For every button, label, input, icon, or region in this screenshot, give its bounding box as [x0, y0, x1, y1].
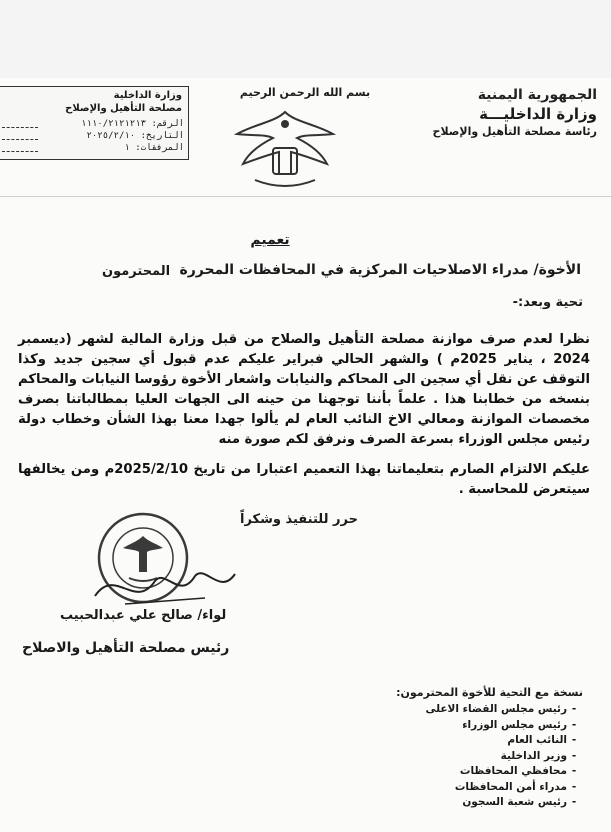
ref-number-row: الرقم: ١١١٠/٢١٢١٢١٣ [81, 119, 184, 129]
ref-box-ministry: وزارة الداخلية [113, 90, 182, 101]
ref-box-authority: مصلحة التأهيل والإصلاح [65, 103, 182, 114]
list-item: -رئيس مجلس الوزراء [462, 718, 577, 731]
signatory-title: رئيس مصلحة التأهيل والاصلاح [22, 640, 230, 656]
top-margin [0, 0, 611, 78]
dotted-line [2, 139, 38, 140]
list-item: -مدراء أمن المحافظات [454, 780, 577, 793]
ministry-name: وزارة الداخليـــة [479, 105, 597, 123]
closing-line: حرر للتنفيذ وشكراً [240, 512, 358, 527]
list-item: -محافظي المحافظات [459, 765, 577, 777]
ref-number-label: الرقم [156, 119, 184, 129]
eagle-emblem-icon [225, 104, 345, 194]
ref-date-row: التاريخ: ٢٠٢٥/٢/١٠ [86, 131, 184, 141]
reference-box [0, 86, 189, 160]
basmala: بسم الله الرحمن الرحيم [239, 86, 371, 99]
dotted-line [2, 151, 38, 152]
ref-date-label: التاريخ [146, 131, 184, 141]
signatory-name: لواء/ صالح علي عبدالحبيب [60, 608, 227, 623]
cc-list [341, 702, 581, 811]
authority-name: رئاسة مصلحة التأهيل والإصلاح [432, 125, 597, 138]
list-item: -وزير الداخلية [500, 749, 577, 762]
document-title: تعميم [250, 232, 290, 248]
ref-date-value: ٢٠٢٥/٢/١٠ [86, 131, 136, 141]
addressee: الأخوة/ مدراء الاصلاحيات المركزية في المحافظات المحررة [179, 262, 581, 278]
ref-attach-label: المرفقات [140, 143, 184, 153]
header-divider [0, 196, 611, 197]
handwritten-signature [85, 556, 245, 616]
ref-number-value: ١١١٠/٢١٢١٢١٣ [81, 119, 147, 129]
cc-heading: نسخة مع التحية للأخوة المحترمون: [396, 686, 583, 699]
list-item: -رئيس مجلس القضاء الاعلى [425, 703, 577, 715]
ministry-header [367, 86, 597, 140]
paragraph-compliance: عليكم الالتزام الصارم بتعليماتنا بهذا التعميم اعتبارا من تاريخ 2025/2/10م ومن يخالفها سيتعرض للمحاسبة . [18, 462, 590, 497]
ref-attach-value: ١ [124, 143, 130, 153]
list-item: -النائب العام [507, 734, 577, 746]
ref-attach-row: المرفقات: ١ [124, 143, 184, 153]
letter-body [18, 330, 590, 510]
dotted-line [2, 127, 38, 128]
list-item: -رئيس شعبة السجون [462, 796, 577, 808]
republic-line: الجمهورية اليمنية [477, 87, 597, 103]
greeting: تحية وبعد:- [512, 295, 583, 310]
paragraph-budget: نظرا لعدم صرف موازنة مصلحة التأهيل والصلاح من قبل وزارة المالية لشهر (ديسمبر 2024 ، يناير 2025م ) والشهر الحالي فبراير عليكم عدم قبول أي سجين جديد وكذا التوقف عن نقل أي سجين الى المحاكم والنيابات واشعار الأخوة رؤوسا النيابات والمحاكم بنسخه من خطابنا هذا . علماً بأننا توجهنا من حينه الى الجهات العليا بمطالباتنا بصرف مخصصات الموازنة ومعالي الاخ النائب العام لم يألوا جهدا معنا بهذا الشأن وخطاب دولة رئيس مجلس الوزراء بسرعة الصرف ونرفق لكم صورة منه [18, 332, 590, 447]
respected-label: المحترمون [102, 264, 171, 279]
